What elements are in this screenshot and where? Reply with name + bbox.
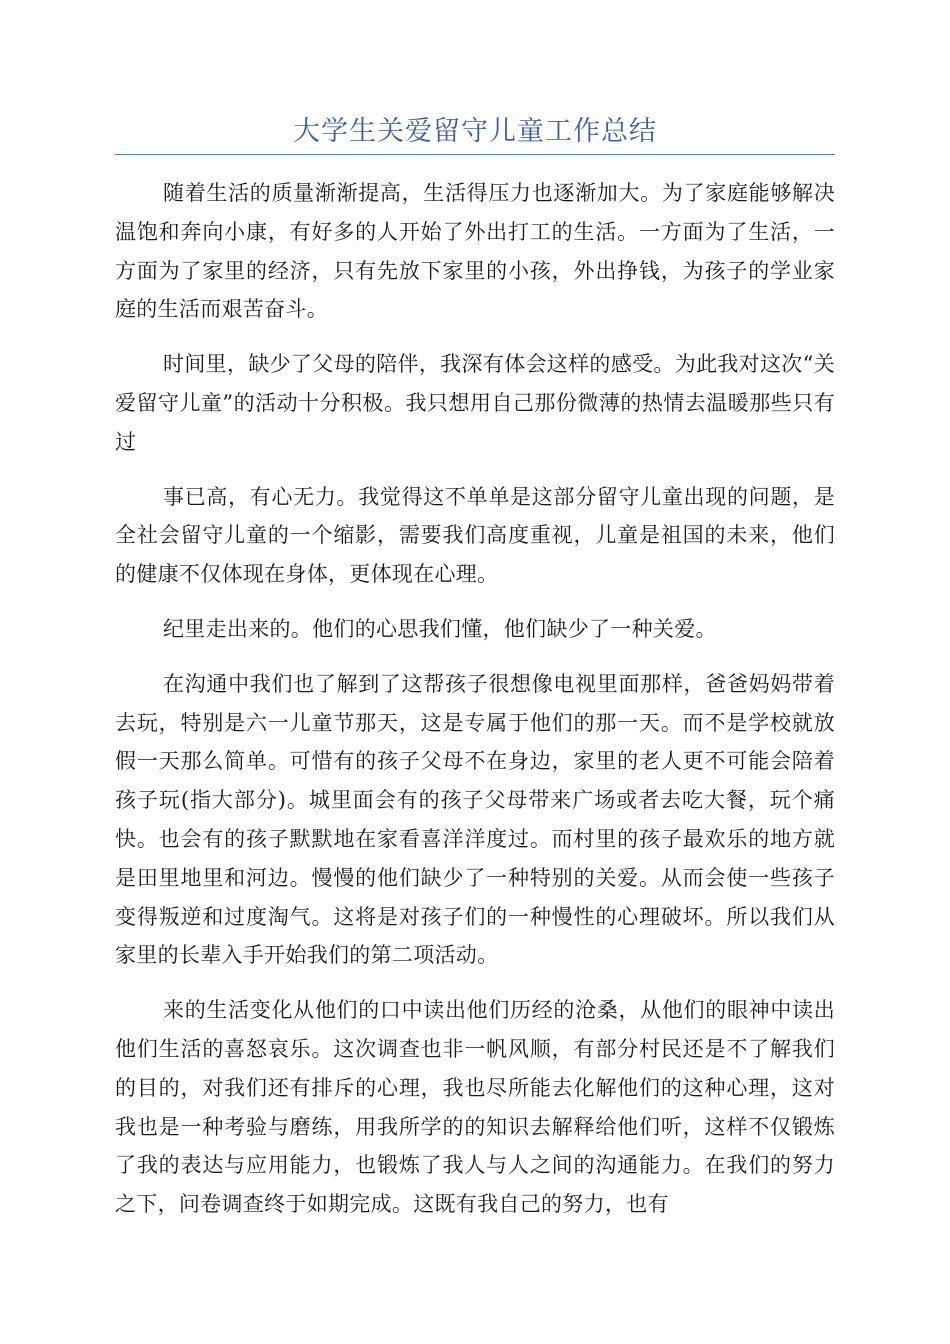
title-underline — [115, 154, 835, 155]
paragraph-6: 来的生活变化从他们的口中读出他们历经的沧桑，从他们的眼神中读出他们生活的喜怒哀乐。这次调查也非一帆风顺，有部分村民还是不了解我们的目的，对我们还有排斥的心理，我也尽所能去化解他们的这种心理，这对我也是一种考验与磨练，用我所学的的知识去解释给他们听，这样不仅锻炼了我的表达与应用能力，也锻炼了我人与人之间的沟通能力。在我们的努力之下，问卷调查终于如期完成。这既有我自己的努力，也有 — [115, 998, 835, 1217]
paragraph-4: 纪里走出来的。他们的心思我们懂，他们缺少了一种关爱。 — [163, 616, 717, 641]
paragraph-2: 时间里，缺少了父母的陪伴，我深有体会这样的感受。为此我对这次“关爱留守儿童”的活动十分积极。我只想用自己那份微薄的热情去温暖那些只有过 — [115, 352, 835, 454]
paragraph-3: 事已高，有心无力。我觉得这不单单是这部分留守儿童出现的问题，是全社会留守儿童的一个缩影，需要我们高度重视，儿童是祖国的未来，他们的健康不仅体现在身体，更体现在心理。 — [115, 484, 835, 587]
document-title: 大学生关爱留守儿童工作总结 — [293, 116, 657, 147]
document-body — [115, 174, 835, 1240]
paragraph-5: 在沟通中我们也了解到了这帮孩子很想像电视里面那样，爸爸妈妈带着去玩，特别是六一儿童节那天，这是专属于他们的那一天。而不是学校就放假一天那么简单。可惜有的孩子父母不在身边，家里的老人更不可能会陪着孩子玩(指大部分)。城里面会有的孩子父母带来广场或者去吃大餐，玩个痛快。也会有的孩子默默地在家看喜洋洋度过。而村里的孩子最欢乐的地方就是田里地里和河边。慢慢的他们缺少了一种特别的关爱。从而会使一些孩子变得叛逆和过度淘气。这将是对孩子们的一种慢性的心理破坏。所以我们从家里的长辈入手开始我们的第二项活动。 — [115, 671, 835, 968]
paragraph-1: 随着生活的质量渐渐提高，生活得压力也逐渐加大。为了家庭能够解决温饱和奔向小康，有好多的人开始了外出打工的生活。一方面为了生活，一方面为了家里的经济，只有先放下家里的小孩，外出挣钱，为孩子的学业家庭的生活而艰苦奋斗。 — [115, 181, 835, 322]
